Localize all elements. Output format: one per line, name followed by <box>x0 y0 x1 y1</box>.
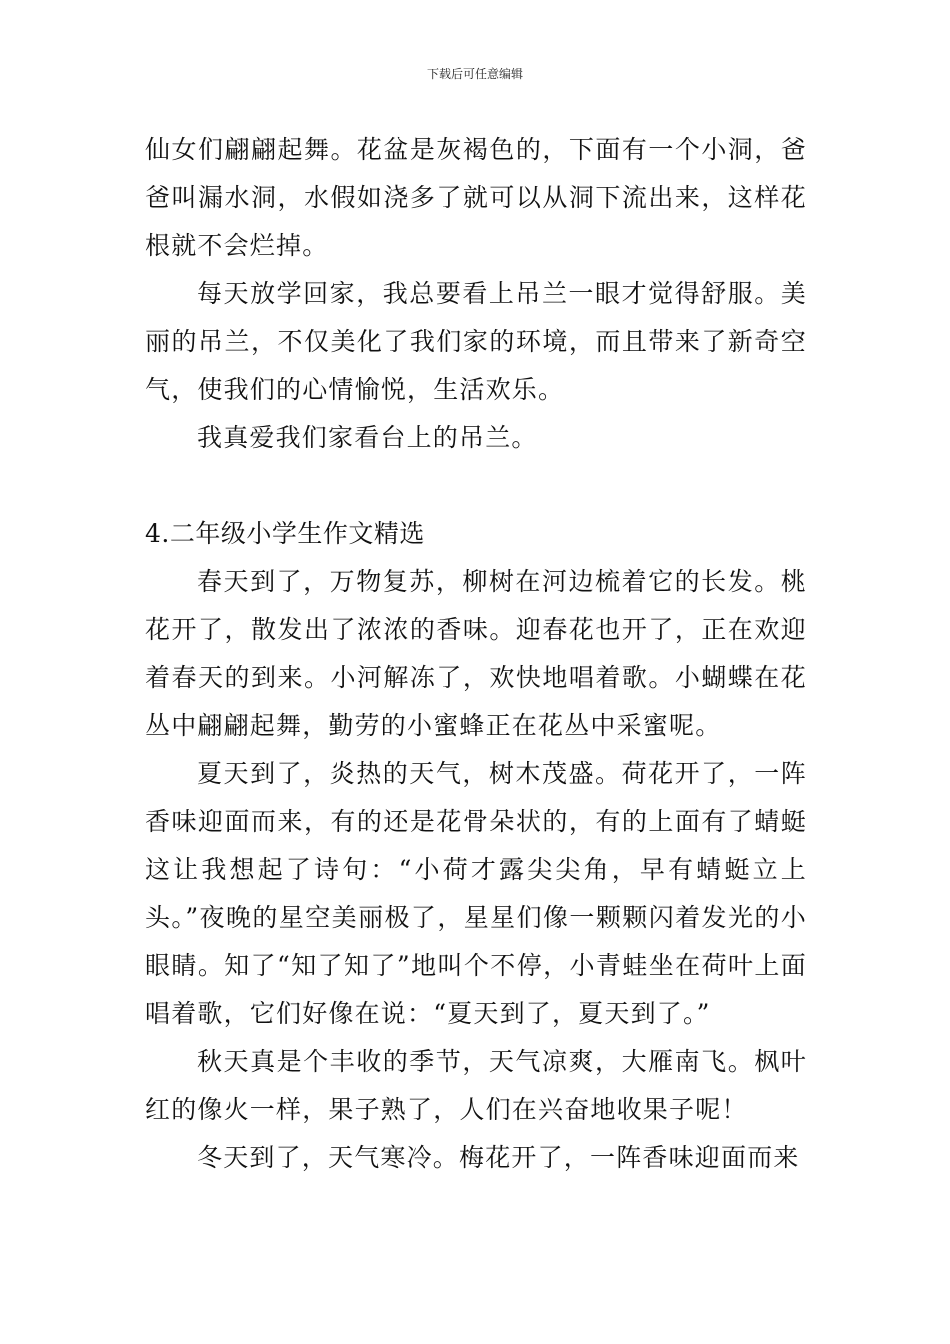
section-title: 4.二年级小学生作文精选 <box>145 519 425 548</box>
paragraph-love-orchid: 我真爱我们家看台上的吊兰。 <box>197 423 538 452</box>
paragraph-summer: 夏天到了，炎热的天气，树木茂盛。荷花开了，一阵香味迎面而来，有的还是花骨朵状的，有的上面有了蜻蜓这让我想起了诗句：“小荷才露尖尖角，早有蜻蜓立上头。”夜晚的星空美丽极了，星星们像一颗颗闪着发光的小眼睛。知了“知了知了”地叫个不停，小青蛙坐在荷叶上面唱着歌，它们好像在说：“夏天到了，夏天到了。” <box>145 759 807 1028</box>
paragraph-after-school: 每天放学回家，我总要看上吊兰一眼才觉得舒服。美丽的吊兰，不仅美化了我们家的环境，而且带来了新奇空气，使我们的心情愉悦，生活欢乐。 <box>145 279 807 404</box>
page-header-note: 下载后可任意编辑 <box>426 67 523 81</box>
paragraph-spring: 春天到了，万物复苏，柳树在河边梳着它的长发。桃花开了，散发出了浓浓的香味。迎春花也开了，正在欢迎着春天的到来。小河解冻了，欢快地唱着歌。小蝴蝶在花丛中翩翩起舞，勤劳的小蜜蜂正在花丛中采蜜呢。 <box>145 567 807 740</box>
paragraph-autumn: 秋天真是个丰收的季节，天气凉爽，大雁南飞。枫叶红的像火一样，果子熟了，人们在兴奋地收果子呢！ <box>145 1047 807 1124</box>
document-body <box>145 126 807 1182</box>
paragraph-flowerpot: 仙女们翩翩起舞。花盆是灰褐色的，下面有一个小洞，爸爸叫漏水洞，水假如浇多了就可以从洞下流出来，这样花根就不会烂掉。 <box>145 135 807 260</box>
section-spacer <box>145 462 807 510</box>
paragraph-winter: 冬天到了，天气寒冷。梅花开了，一阵香味迎面而来 <box>197 1143 800 1172</box>
